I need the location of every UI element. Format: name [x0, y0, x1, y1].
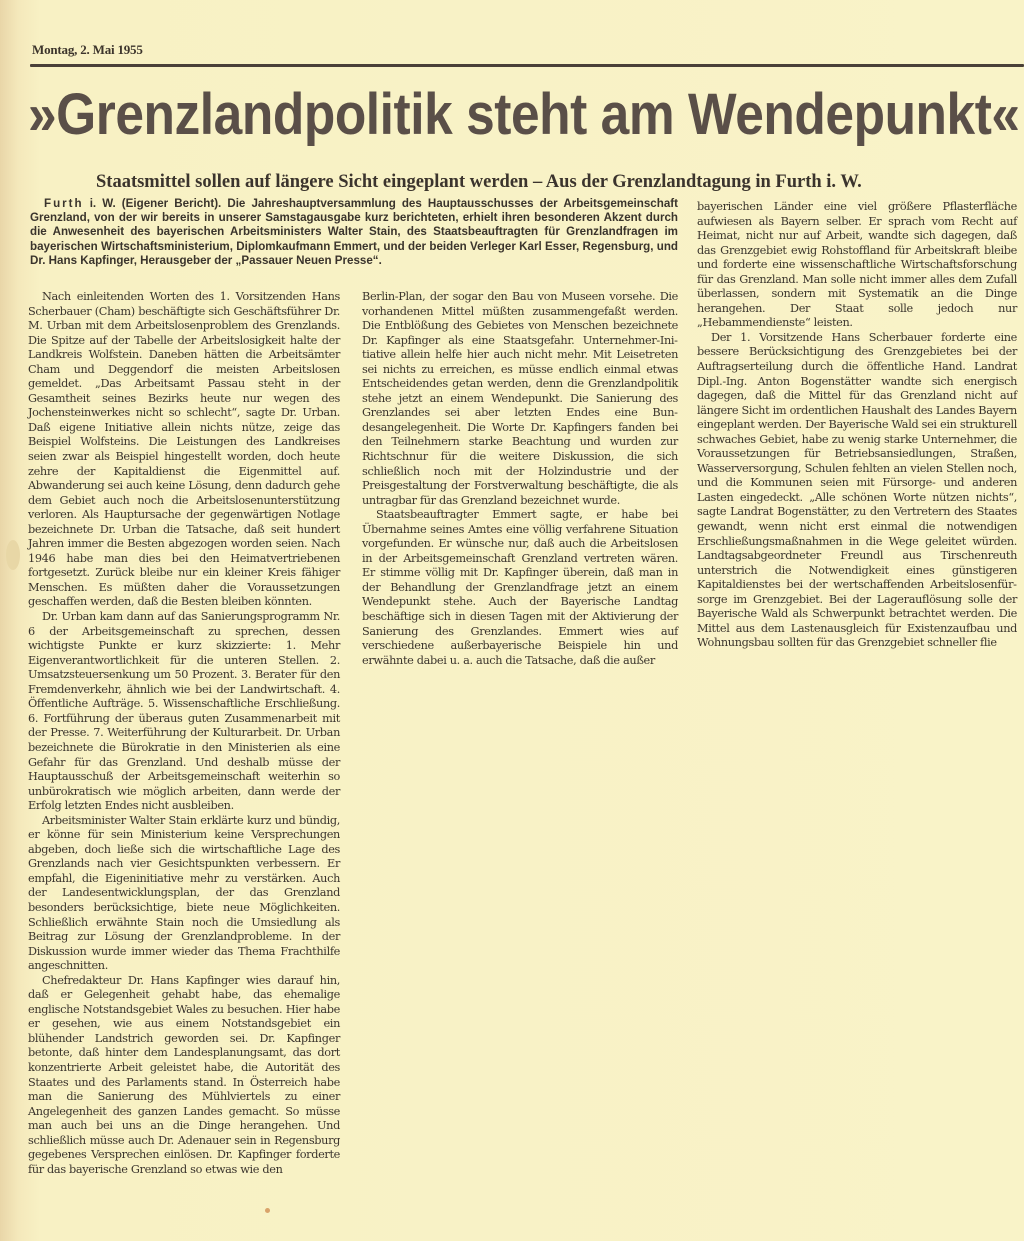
paper-stain [265, 1208, 270, 1213]
subheadline: Staatsmittel sollen auf längere Sicht eingeplant werden – Aus der Grenzlandtagung in Furth i. W. [96, 172, 862, 192]
paper-stain [6, 540, 20, 570]
headline: »Grenzlandpolitik steht am Wendepunkt« [28, 82, 1020, 147]
paragraph: Arbeitsminister Walter Stain erklärte kurz und bündig, er könne für sein Ministerium keine Versprechungen abgeben, doch ließe sich die wirtschaftliche Lage des Grenzlands nach vier Gesichtspunkten verbessern. Er empfahl, die Eigeninitiative mehr zu verstärken. Auch der Landesentwicklungsplan, der das Grenzland besonders berücksichtige, biete neue Möglichkeiten. Schließlich erwähnte Stain noch die Umsiedlung als Beitrag zur Lösung der Grenzlandprobleme. In der Diskussion wurde immer wieder das Thema Frachthilfe angeschnitten. [28, 813, 340, 973]
paragraph: Der 1. Vorsitzende Hans Scherbauer forderte eine bessere Berücksichtigung des Grenzgebietes bei der Auftragserteilung durch die öffentliche Hand. Landrat Dipl.-Ing. Anton Bogenstätter wandte sich energisch dagegen, daß die Mittel für das Grenzland nicht auf längere Sicht im ordentlichen Haushalt des Landes Bayern eingeplant werden. Der Bayerische Wald sei ein strukturell schwaches Gebiet, habe zu wenig starke Unternehmer, die Voraussetzungen für Betriebsansiedlungen, Straßen, Wasserversorgung, Schulen fehlten an vielen Stellen noch, und die Kommunen seien mit Fürsorge- und anderen Lasten eingedeckt. „Alle schönen Worte nützen nichts“, sagte Landrat Bogenstätter, zu den Vertretern des Staates gewandt, wenn nicht erst einmal die notwendigen Erschließungsmaßnahmen in die Wege geleitet würden. Landtagsabgeordneter Freundl aus Tirschenreuth unterstrich die Notwendigkeit eines günstigeren Kapitaldienstes bei der wertschaffenden Arbeitslosenfürsorge im Grenzgebiet. Bei der Lagerauflösung solle der Bayerische Wald als Schwerpunkt betrachtet werden. Die Mittel aus dem Lastenausgleich für Existenzaufbau und Wohnungsbau sollten für das Grenzgebiet schneller flie [697, 330, 1017, 650]
lead-text: i. W. (Eigener Bericht). Die Jahreshauptversammlung des Hauptausschusses der Arbeitsgemeinschaft Grenzland, von der wir bereits in unserer Samstagausgabe kurz berichteten, erhielt ihren besonderen Akzent durch die Anwesenheit des bayerischen Arbeitsministers Walter Stain, des Staatsbeauftragten für Grenzlandfragen im bayerischen Wirtschaftsministerium, Diplomkaufmann Emmert, und der beiden Verleger Karl Esser, Regensburg, und Dr. Hans Kapfinger, Herausgeber der „Passauer Neuen Presse“. [30, 197, 678, 267]
paragraph: Staatsbeauftragter Emmert sagte, er habe bei Übernahme seines Amtes eine völlig verfahrene Situation vorgefunden. Er wünsche nur, daß auch die Arbeitslosen in der Arbeitsgemeinschaft Grenzland vertreten wären. Er stimme völlig mit Dr. Kapfinger überein, daß man in der Behandlung der Grenzlandfrage jetzt an einem Wendepunkt stehe. Auch der Bayerische Landtag beschäftige sich in diesen Tagen mit der Aktivierung der Sanierung des Grenzlandes. Emmert wies auf verschiedene außerbayerische Beispiele hin und erwähnte dabei u. a. auch die Tatsache, daß die außer [362, 508, 678, 667]
paragraph: Nach einleitenden Worten des 1. Vorsitzenden Hans Scherbauer (Cham) beschäftigte sich Geschäftsführer Dr. M. Urban mit dem Arbeitslosenproblem des Grenzlands. Die Spitze auf der Tabelle der Arbeitslosigkeit halte der Landkreis Wolfstein. Daneben hätten die Arbeitsämter Cham und Deggendorf die meisten Arbeitslosen gemeldet. „Das Arbeitsamt Passau steht in der Gesamtheit seines Bezirks heute nur wegen des Jochensteinwerkes nicht so schlecht“, sagte Dr. Urban. Daß eigene Initiative allein nichts nütze, zeige das Beispiel Wolfsteins. Die Leistungen des Landkreises seien zwar als Beispiel hingestellt worden, doch heute zehre der Kapitaldienst die Eigenmittel auf. Abwanderung sei auch keine Lösung, denn dadurch gehe dem Gebiet auch noch die Arbeitslosenunterstützung verloren. Als Hauptursache der gegenwärtigen Notlage bezeichnete Dr. Urban die Tatsache, daß seit hundert Jahren immer die Besten abgezogen worden seien. Nach 1946 habe man dies bei den Heimatvertriebenen fortgesetzt. Zurück bleibe nur ein kleiner Kreis fähiger Menschen. Es müßten daher die Voraussetzungen geschaffen werden, daß die Besten bleiben könnten. [28, 290, 340, 609]
paragraph: bayerischen Länder eine viel größere Pflasterfläche aufwiesen als Bayern selber. Er sprach vom Recht auf Heimat, nicht nur auf Arbeit, wandte sich dagegen, daß das Grenzgebiet ewig Rohstoffland für Arbeitskraft bleibe und forderte eine wissenschaftliche Wirtschaftsforschung für das Grenzland. Man solle nicht immer alles dem Zufall überlassen, sondern mit Systematik an die Dinge herangehen. Der Staat solle jedoch nur „Hebammendienste“ leisten. [697, 200, 1017, 330]
paragraph: Berlin-Plan, der sogar den Bau von Museen vorsehe. Die vorhandenen Mittel müßten zusammengefaßt werden. Die Entblößung des Gebietes von Menschen bezeichnete Dr. Kapfinger als eine Staatsgefahr. Unternehmer-Initiative allein helfe hier auch nicht mehr. Mit Leisetreten sei nichts zu erreichen, es müsse endlich einmal etwas Entscheidendes getan werden, denn die Grenzlandpolitik stehe jetzt an einem Wendepunkt. Die Sanierung des Grenzlandes sei aber letzten Endes eine Bundesangelegenheit. Die Worte Dr. Kapfingers fanden bei den Teilnehmern starke Beachtung und wurden zur Richtschnur für die weitere Diskussion, die sich schließlich noch mit der Holzindustrie und der Preisgestaltung der Forstverwaltung beschäftigte, die als untragbar für das Grenzland bezeichnet wurde. [362, 290, 678, 507]
paragraph: Dr. Urban kam dann auf das Sanierungsprogramm Nr. 6 der Arbeitsgemeinschaft zu sprechen, dessen wichtigste Punkte er kurz skizzierte: 1. Mehr Eigenverantwortlichkeit für die unteren Stellen. 2. Umsatzsteuersenkung um 50 Prozent. 3. Berater für den Fremdenverkehr, ähnlich wie bei der Landwirtschaft. 4. Öffentliche Aufträge. 5. Wissenschaftliche Erschließung. 6. Fortführung der überaus guten Zusammenarbeit mit der Presse. 7. Weiterführung der Kulturarbeit. Dr. Urban bezeichnete die Bürokratie in den Ministerien als eine Gefahr für das Grenzland. Und deshalb müsse der Hauptausschuß der Arbeitsgemeinschaft weiterhin so unbürokratisch wie möglich arbeiten, dann werde der Erfolg letzten Endes nicht ausbleiben. [28, 610, 340, 813]
header-rule [30, 64, 1024, 67]
lead-paragraph [30, 197, 678, 268]
dateline: Montag, 2. Mai 1955 [32, 42, 143, 57]
article-column-1 [28, 290, 340, 1177]
article-column-2 [362, 290, 678, 668]
article-column-3 [697, 200, 1017, 651]
paragraph: Chefredakteur Dr. Hans Kapfinger wies darauf hin, daß er Gelegenheit gehabt habe, das ehemalige englische Notstandsgebiet Wales zu besuchen. Hier habe er gesehen, wie aus einem Notstandsgebiet ein blühender Landstrich geworden sei. Dr. Kapfinger betonte, daß hinter dem Landesplanungsamt, das dort konzentrierte Arbeit geleistet habe, die Autorität des Staates und des Parlaments stand. In Österreich habe man die Sanierung des Mühlviertels zu einer Angelegenheit des ganzen Landes gemacht. So müsse man auch bei uns an die Dinge herangehen. Und schließlich müsse auch Dr. Adenauer sein in Regensburg gegebenes Versprechen einlösen. Dr. Kapfinger forderte für das bayerische Grenzland so etwas wie den [28, 973, 340, 1176]
lead-place: Furth [44, 197, 84, 210]
